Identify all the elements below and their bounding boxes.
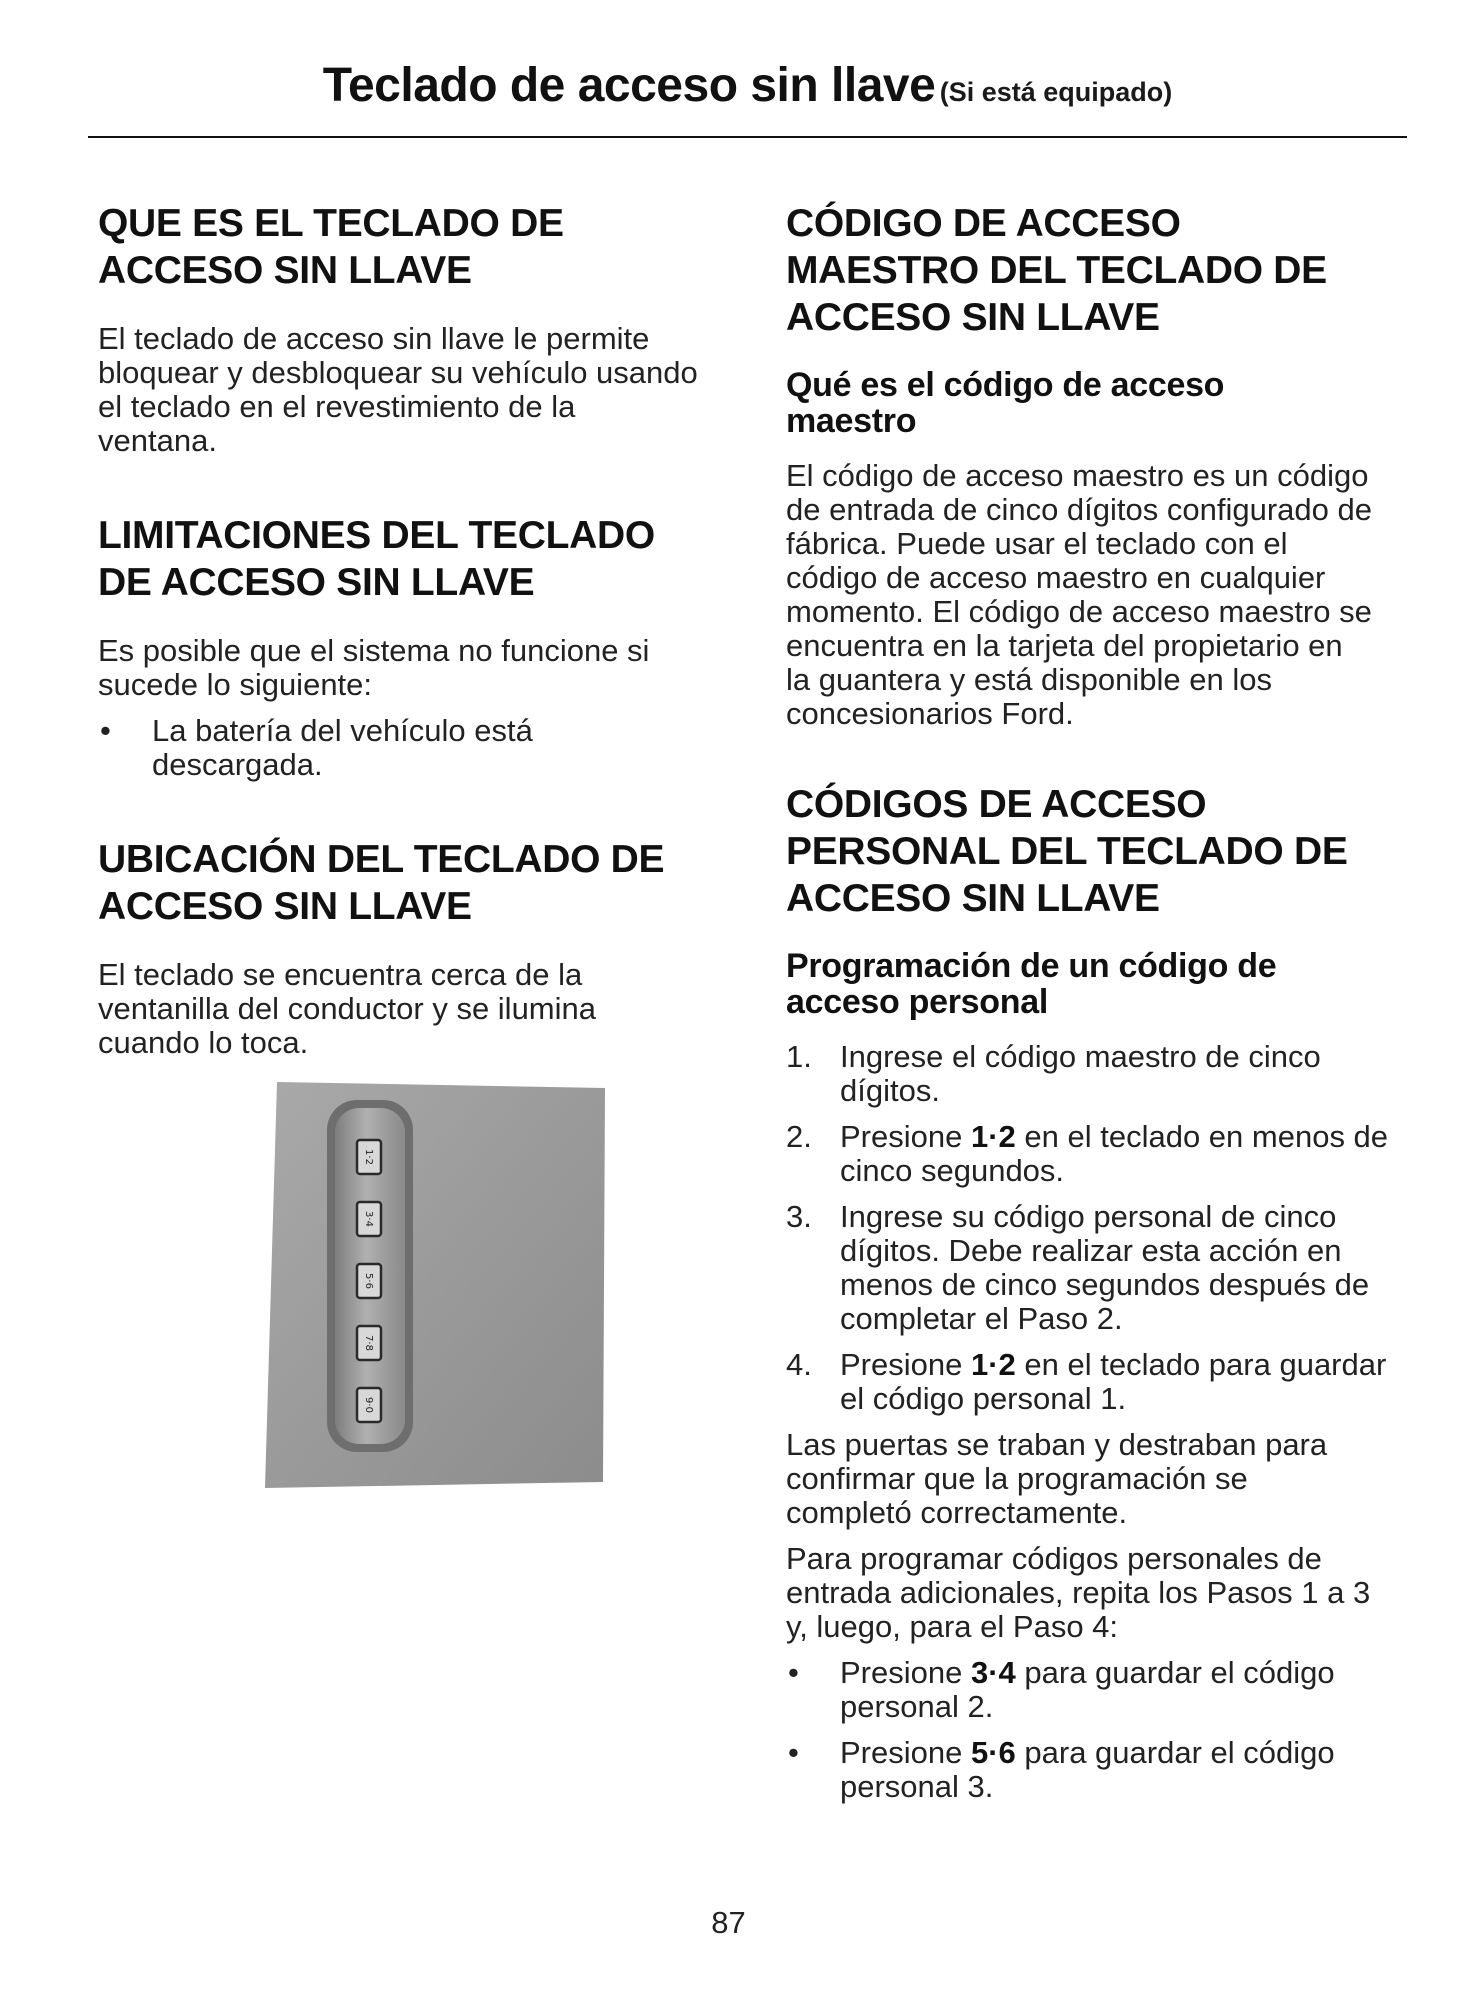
keypad-label: 5·6 — [363, 1273, 374, 1289]
section-title-master-code: CÓDIGO DE ACCESO MAESTRO DEL TECLADO DE ACCESO SIN LLAVE — [786, 202, 1327, 339]
list-item: • La batería del vehículo está descargada. — [100, 713, 533, 782]
page-number: 87 — [711, 1905, 746, 1940]
step-item: 1. Ingrese el código maestro de cinco dígitos. — [786, 1039, 1321, 1108]
step-item: 4. Presione 1·2 en el teclado para guardar el código personal 1. — [786, 1347, 1387, 1416]
keypad-button-1 — [357, 1140, 381, 1174]
keypad-label: 3·4 — [363, 1211, 374, 1227]
step-item: 3. Ingrese su código personal de cinco dígitos. Debe realizar esta acción en menos de cinco segundos después de completar el Paso 2. — [786, 1199, 1370, 1336]
subsection-title-what-is-master: Qué es el código de acceso maestro — [786, 366, 1225, 440]
right-column — [786, 200, 1416, 1804]
section-body-location: El teclado se encuentra cerca de la ventanilla del conductor y se ilumina cuando lo toca. — [98, 957, 596, 1060]
keypad-label: 7·8 — [363, 1335, 374, 1351]
keypad-button-3 — [357, 1264, 381, 1298]
list-item: • Presione 3·4 para guardar el código personal 2. — [788, 1655, 1335, 1724]
step-item: 2. Presione 1·2 en el teclado en menos de cinco segundos. — [786, 1119, 1389, 1188]
confirmation-paragraph: Las puertas se traban y destraban para confirmar que la programación se completó correctamente. — [786, 1427, 1328, 1530]
key-label: 1·2 — [970, 1347, 1016, 1382]
keypad-photo — [265, 1080, 605, 1490]
keypad-button-4 — [357, 1326, 381, 1360]
section-title-what-is: QUE ES EL TECLADO DE ACCESO SIN LLAVE — [98, 202, 564, 292]
section-title-location: UBICACIÓN DEL TECLADO DE ACCESO SIN LLAVE — [98, 838, 665, 928]
left-column — [98, 200, 718, 1060]
list-item: • Presione 5·6 para guardar el código personal 3. — [788, 1735, 1335, 1804]
limitations-list — [98, 714, 718, 782]
key-label: 1·2 — [970, 1119, 1016, 1154]
page-title: Teclado de acceso sin llave — [322, 59, 936, 112]
section-title-personal-codes: CÓDIGOS DE ACCESO PERSONAL DEL TECLADO DE ACCESO SIN LLAVE — [786, 783, 1348, 920]
key-label: 3·4 — [970, 1655, 1016, 1690]
door-panel — [265, 1082, 605, 1488]
additional-codes-list — [786, 1656, 1416, 1804]
keypad-button-2 — [357, 1202, 381, 1236]
key-label: 5·6 — [970, 1735, 1016, 1770]
section-title-limitations: LIMITACIONES DEL TECLADO DE ACCESO SIN LLAVE — [98, 514, 655, 604]
section-body-what-is: El teclado de acceso sin llave le permite bloquear y desbloquear su vehículo usando el teclado en el revestimiento de la ventana. — [98, 321, 698, 458]
section-body-limitations: Es posible que el sistema no funcione si sucede lo siguiente: — [98, 633, 650, 702]
section-body-master-code: El código de acceso maestro es un código de entrada de cinco dígitos configurado de fábrica. Puede usar el teclado con el código de acceso maestro en cualquier momento. El código de acceso maestro se encuentra en la tarjeta del propietario en la guantera y está disponible en los concesionarios Ford. — [786, 458, 1372, 731]
page-subtitle: (Si está equipado) — [939, 77, 1173, 107]
subsection-title-programming: Programación de un código de acceso personal — [786, 947, 1277, 1021]
page-header — [88, 58, 1407, 138]
programming-steps — [786, 1040, 1416, 1416]
additional-codes-paragraph: Para programar códigos personales de entrada adicionales, repita los Pasos 1 a 3 y, luego, para el Paso 4: — [786, 1541, 1371, 1644]
keypad-label: 1·2 — [363, 1149, 374, 1165]
keypad-button-5 — [357, 1388, 381, 1422]
keypad-label: 9·0 — [363, 1397, 374, 1413]
